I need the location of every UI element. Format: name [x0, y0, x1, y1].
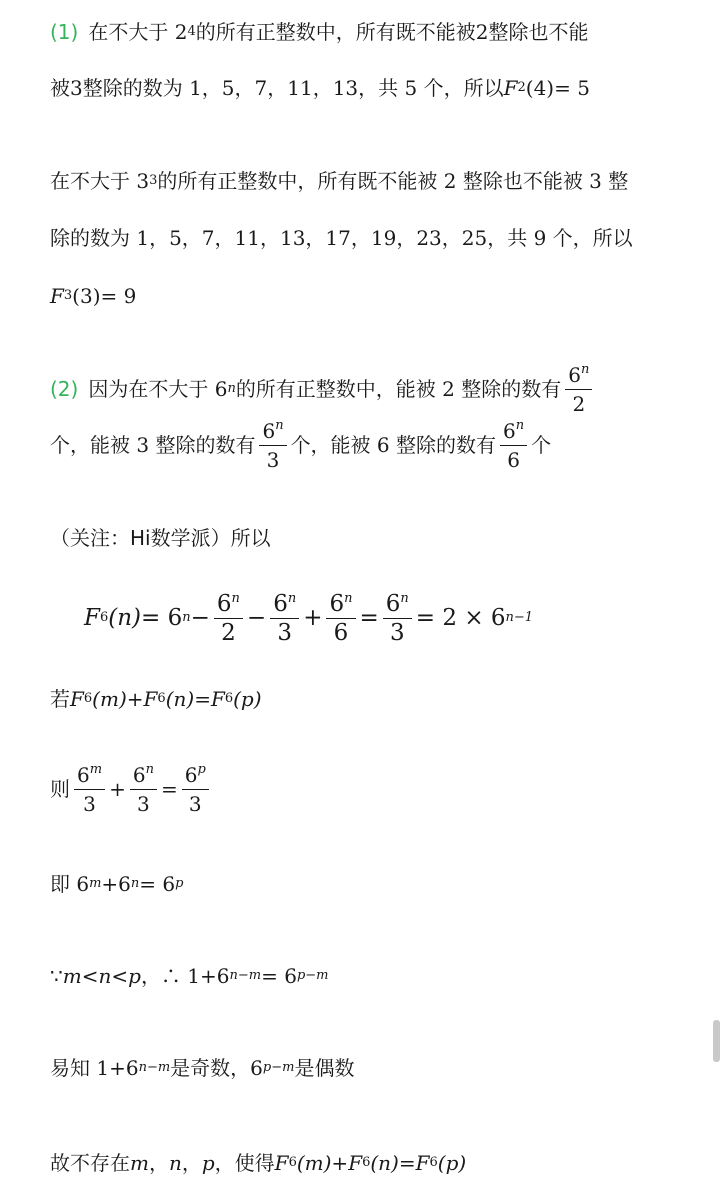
exponent: n: [581, 361, 590, 377]
fraction: [326, 592, 355, 645]
text: = 6: [139, 872, 176, 896]
text: 若: [50, 687, 70, 711]
denominator: 2: [221, 619, 236, 646]
variable: n: [168, 1151, 182, 1175]
argument: (n): [165, 687, 195, 711]
function-symbol: F: [210, 687, 225, 711]
part1-line4: [50, 224, 690, 252]
text: （关注：Hi数学派）所以: [50, 526, 271, 550]
fraction: [500, 419, 527, 472]
operator: +: [109, 777, 126, 801]
variable: m: [130, 1151, 149, 1175]
final-line: 故不存在 m ， n ， p ，使得 F 6 (m) + F 6 (n) = F 6 (p): [50, 1151, 467, 1175]
note-line: [50, 524, 690, 552]
exponent: n: [231, 590, 240, 606]
text: 因为在不大于 6: [88, 377, 228, 401]
numerator: 6: [385, 590, 401, 617]
text: = 6: [141, 605, 183, 631]
easy-line: 易知 1+6 n−m 是奇数，6 p−m 是偶数: [50, 1056, 355, 1080]
fraction: [565, 363, 592, 416]
text: 被3整除的数为 1，5，7，11，13，共 5 个，所以: [50, 76, 504, 100]
numerator: 6: [568, 362, 581, 387]
display-equation: F 6 (n) = 6 n − $\frac{6^n}{2}$ − $\frac{6^n}{3}$ + $\frac{6^n}{6}$ = $\frac{6^n}{3}$ = 2 × 6 n−1: [84, 590, 534, 646]
because-symbol: ∵: [50, 964, 63, 988]
numerator: 6: [184, 762, 198, 787]
argument: (p): [233, 687, 262, 711]
text: 的所有正整数中，能被 2 整除的数有: [235, 377, 562, 401]
text: (4)= 5: [525, 76, 590, 100]
argument: (m): [296, 1151, 332, 1175]
fraction: [270, 592, 299, 645]
fraction: [182, 763, 209, 816]
exponent: n: [515, 417, 525, 433]
operator: +: [331, 1151, 349, 1175]
exponent: n: [145, 761, 154, 777]
function-symbol: F: [348, 1151, 363, 1175]
operator: <: [81, 964, 99, 988]
numerator: 6: [77, 762, 90, 787]
numerator: 6: [132, 762, 146, 787]
part1-line2: 被3整除的数为 1，5，7，11，13，共 5 个，所以 F 2 (4)= 5: [50, 76, 590, 100]
part2-line1: (2) 因为在不大于 6 n 的所有正整数中，能被 2 整除的数有 $\frac{6^n}{2}$: [50, 358, 690, 420]
text: 故不存在: [50, 1151, 130, 1175]
function-symbol: F: [415, 1151, 430, 1175]
operator: −: [190, 605, 210, 631]
text: +6: [101, 872, 131, 896]
operator: −: [246, 605, 267, 631]
text: 易知 1+6: [50, 1056, 139, 1080]
denominator: 3: [277, 619, 293, 646]
text: ，∴ 1+6: [140, 964, 230, 988]
numerator: 6: [216, 590, 232, 617]
exponent: n: [275, 417, 284, 433]
function-symbol: F: [50, 284, 64, 308]
function-symbol: F: [84, 605, 100, 631]
part1-tag: (1): [50, 20, 79, 44]
text: ，: [181, 1151, 202, 1175]
exponent: n: [287, 590, 297, 606]
denominator: 3: [83, 791, 96, 816]
argument: (m): [92, 687, 127, 711]
variable: n: [98, 964, 112, 988]
fraction: [259, 419, 286, 472]
function-symbol: F: [70, 687, 84, 711]
exponent: n: [400, 590, 409, 606]
text: 在不大于 3: [50, 169, 150, 193]
text: 个: [531, 433, 552, 457]
denominator: 2: [572, 391, 586, 416]
variable: m: [62, 964, 82, 988]
denominator: 3: [266, 447, 280, 472]
numerator: 6: [503, 418, 516, 443]
numerator: 6: [262, 418, 276, 443]
operator: =: [398, 1151, 416, 1175]
operator: +: [303, 605, 323, 631]
fraction: [130, 763, 157, 816]
part1-line1: (1) 在不大于 2 4 的所有正整数中，所有既不能被2整除也不能: [50, 20, 589, 44]
text: = 2 × 6: [415, 605, 506, 631]
text: ，使得: [214, 1151, 275, 1175]
function-symbol: F: [274, 1151, 289, 1175]
operator: =: [160, 777, 178, 801]
denominator: 3: [137, 791, 150, 816]
text: 则: [50, 777, 70, 801]
argument: (n): [108, 605, 142, 631]
fraction: [383, 592, 412, 645]
text: (3)= 9: [72, 284, 137, 308]
exponent: p: [197, 761, 206, 777]
argument: (n): [370, 1151, 399, 1175]
since-line: ∵ m < n < p ，∴ 1+6 n−m = 6 p−m: [50, 964, 329, 988]
text: 是奇数，6: [170, 1056, 263, 1080]
variable: p: [128, 964, 141, 988]
argument: (p): [437, 1151, 467, 1175]
text: 的所有正整数中，所有既不能被 2 整除也不能被 3 整: [157, 169, 629, 193]
function-symbol: F: [143, 687, 158, 711]
operator: =: [359, 605, 379, 631]
part1-line5: F 3 (3)= 9: [50, 284, 137, 308]
numerator: 6: [329, 590, 345, 617]
text: 个，能被 6 整除的数有: [290, 433, 497, 457]
text: 在不大于 2: [88, 20, 188, 44]
part2-line2: [50, 414, 690, 476]
then-line: [50, 758, 690, 820]
ie-line: 即 6 m +6 n = 6 p: [50, 872, 184, 896]
text: = 6: [261, 964, 297, 988]
text: ，: [148, 1151, 169, 1175]
if-line: 若 F 6 (m) + F 6 (n) = F 6 (p): [50, 687, 262, 711]
operator: =: [194, 687, 211, 711]
denominator: 6: [333, 619, 349, 646]
operator: <: [111, 964, 129, 988]
text: 是偶数: [294, 1056, 355, 1080]
exponent: m: [89, 761, 103, 777]
denominator: 3: [389, 619, 405, 646]
denominator: 3: [188, 791, 202, 816]
exponent: n: [344, 590, 353, 606]
part1-line3: 在不大于 3 3 的所有正整数中，所有既不能被 2 整除也不能被 3 整: [50, 169, 629, 193]
variable: p: [201, 1151, 215, 1175]
fraction: [74, 763, 105, 816]
fraction: [214, 592, 243, 645]
operator: +: [126, 687, 144, 711]
text: 个，能被 3 整除的数有: [50, 433, 256, 457]
text: 除的数为 1，5，7，11，13，17，19，23，25，共 9 个，所以: [50, 226, 633, 250]
text: 的所有正整数中，所有既不能被2整除也不能: [195, 20, 589, 44]
denominator: 6: [507, 447, 520, 472]
scrollbar-thumb[interactable]: [713, 1020, 720, 1062]
function-symbol: F: [503, 76, 518, 100]
text: 即 6: [50, 872, 90, 896]
part2-tag: (2): [50, 377, 79, 401]
numerator: 6: [273, 590, 288, 617]
